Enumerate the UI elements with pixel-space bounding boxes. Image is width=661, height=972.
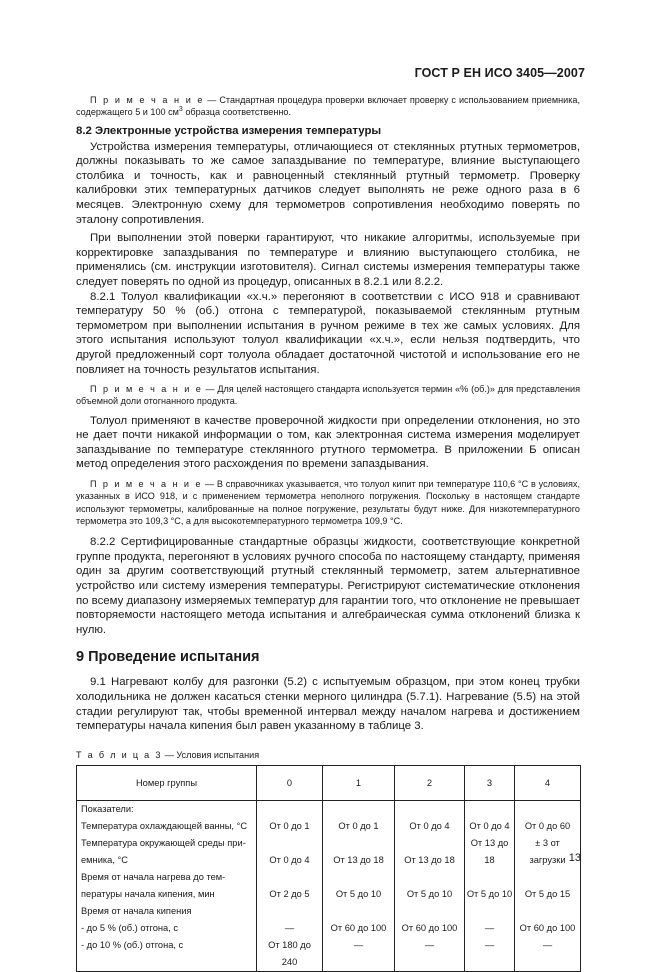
- to-5-value: —: [484, 922, 495, 933]
- paragraph-8-2-1-toluene: 8.2.1 Толуол квалификации «х.ч.» перегоняют в соответствии с ИСО 918 и сравнивают температуру 50 % (об.) отгона с температурой, показываемой стеклянным ртутным термометром при выполнении испытания в ручном режиме в тех же самых условиях. Для этого испытания используют толуол квалификации «х.ч.», если нельзя подтвердить, что другой предложенный сорт толуола обладает достаточной чистотой и использование его не повлияет на точность результатов испытания.: [76, 290, 580, 376]
- group-0-cell: [257, 800, 323, 971]
- note-label: П р и м е ч а н и е: [90, 95, 205, 105]
- group-2-cell: [395, 800, 465, 971]
- section-8-2-heading: 8.2 Электронные устройства измерения температуры: [76, 124, 382, 137]
- to-10-value: —: [424, 939, 435, 950]
- to-5-value: От 60 до 100: [519, 922, 576, 933]
- paragraph-toluene-check: Толуол применяют в качестве проверочной жидкости при определении отклонения, но это не дает почти никакой информации о том, как электронная система измерения моделирует запаздывание по температуре стеклянного ртутного термометра. В приложении Б описан метод определения этого расхождения по времени запаздывания.: [76, 414, 580, 471]
- to-10-value-line2: 240: [281, 956, 298, 967]
- time-ibp-label-line1: Время от начала нагрева до тем-: [81, 871, 226, 882]
- ambient-value-line2: загрузки: [529, 854, 566, 865]
- time-ibp-label-line2: пературы начала кипения, мин: [81, 888, 215, 899]
- to-5-value: От 60 до 100: [330, 922, 387, 933]
- coolant-value: От 0 до 1: [338, 820, 379, 831]
- paragraph-8-2-2: При выполнении этой поверки гарантируют, что никакие алгоритмы, используемые при корректировке запаздывания по температуре и влиянию выступающего столбика, не применялись (см. инструкции изготовителя). Сигнал системы измерения температуры также следует поверять по одной из процедур, описанных в 8.2.1 или 8.2.2.: [76, 232, 580, 288]
- table-3-caption: [76, 750, 580, 760]
- header-group-3: 3: [465, 765, 515, 800]
- ambient-value-line2: 18: [484, 854, 495, 865]
- time-ibp-value: От 5 до 15: [524, 888, 571, 899]
- note-toluene-boiling: [76, 478, 580, 527]
- indicator-labels-cell: [77, 800, 257, 971]
- note-percent-volume: [76, 383, 580, 408]
- indicators-heading: Показатели:: [81, 803, 134, 814]
- time-ibp-value: От 5 до 10: [335, 888, 382, 899]
- section-9-heading: 9 Проведение испытания: [76, 649, 260, 666]
- coolant-label: Температура охлаждающей ванны, °С: [81, 820, 248, 831]
- ambient-value: От 0 до 4: [269, 854, 310, 865]
- paragraph-8-2-1: Устройства измерения температуры, отличающиеся от стеклянных ртутных термометров, должны показывать то же самое запаздывание по температуре, влияние выступающего столбика и точность, как и равноценный стеклянный ртутный термометр. Проверку калибровки этих температурных датчиков следует выполнять не реже одного раза в 6 месяцев. Электронную схему для термометров сопротивления необходимо поверять по эталону сопротивления.: [76, 140, 580, 226]
- header-group-0: 0: [257, 765, 323, 800]
- note-text: — Стандартная процедура проверки включает проверку с использованием приемника, содержащего 5 и 100 см: [76, 95, 580, 118]
- note-text: — Для целей настоящего стандарта используется термин «% (об.)» для представления объемной доли отогнанного продукта.: [76, 384, 580, 407]
- ambient-label-line2: емника, °С: [81, 854, 128, 865]
- table-caption-label: Т а б л и ц а 3: [76, 749, 163, 760]
- page-number: 13: [568, 852, 581, 864]
- ambient-label-line1: Температура окружающей среды при-: [81, 837, 246, 848]
- note-label: П р и м е ч а н и е: [90, 384, 203, 395]
- paragraph-8-2-2-reference: 8.2.2 Сертифицированные стандартные образцы жидкости, соответствующие конкретной группе продукта, перегоняют в условиях ручного способа по настоящему стандарту, применяя один за другим соответствующий ртутный стеклянный термометр, затем альтернативное устройство или систему измерения температуры. Регистрируют систематические отклонения по всему диапазону измеряемых температур для гарантии того, что отклонение не превышает повторяемости настоящего метода испытания и алгебраическая сумма отклонений близка к нулю.: [76, 536, 580, 636]
- time-ibp-value: От 5 до 10: [466, 888, 513, 899]
- ambient-value-line1: От 13 до: [470, 837, 509, 848]
- note-label: П р и м е ч а н и е: [90, 479, 203, 490]
- header-group-2: 2: [395, 765, 465, 800]
- to-10-value: —: [353, 939, 364, 950]
- group-4-cell: [515, 800, 581, 971]
- group-3-cell: [465, 800, 515, 971]
- header-group-1: 1: [323, 765, 395, 800]
- header-group-number: Номер группы: [77, 765, 257, 800]
- to-5-value: От 60 до 100: [401, 922, 458, 933]
- ambient-value: От 13 до 18: [333, 854, 384, 865]
- to-10-value: —: [542, 939, 553, 950]
- table-header-row: [77, 765, 581, 800]
- table-caption-text: — Условия испытания: [162, 749, 260, 760]
- to-10-percent-label: - до 10 % (об.) отгона, с: [81, 939, 184, 950]
- header-group-4: 4: [515, 765, 581, 800]
- note-superscript: 3: [178, 106, 183, 114]
- time-ibp-value: От 2 до 5: [269, 888, 310, 899]
- paragraph-9-1: 9.1 Нагревают колбу для разгонки (5.2) с испытуемым образцом, при этом конец трубки холодильника не должен касаться стенки мерного цилиндра (5.7.1). Нагревание (5.5) на этой стадии регулируют так, чтобы временной интервал между началом нагрева и достижением температуры начала кипения был равен указанному в таблице 3.: [76, 676, 580, 733]
- to-5-percent-label: - до 5 % (об.) отгона, с: [81, 922, 179, 933]
- note-standard-procedure: [76, 94, 580, 119]
- to-10-value-line1: От 180 до: [268, 939, 311, 950]
- coolant-value: От 0 до 4: [409, 820, 450, 831]
- coolant-value: От 0 до 1: [269, 820, 310, 831]
- ambient-value-line1: ± 3 от: [535, 837, 560, 848]
- to-10-value: —: [484, 939, 495, 950]
- note-tail: образца соответственно.: [182, 107, 291, 118]
- table-3-test-conditions: [76, 765, 581, 972]
- page-content: [76, 94, 580, 972]
- note-text: — В справочниках указывается, что толуол кипит при температуре 110,6 °С в условиях, указанных в ИСО 918, и с применением термометра неполного погружения. Поскольку в настоящем стандарте используют термометры, калиброванные на полное погружение, результаты будут ниже. Для низкотемпературного термометра это 109,3 °С, а для высокотемпературного термометра 109,9 °С.: [76, 479, 580, 526]
- time-ibp-value: От 5 до 10: [406, 888, 453, 899]
- time-from-ibp-label: Время от начала кипения: [81, 905, 192, 916]
- to-5-value: —: [284, 922, 295, 933]
- table-body-row: [77, 800, 581, 971]
- standard-designation: ГОСТ Р ЕН ИСО 3405—2007: [414, 66, 585, 80]
- ambient-value: От 13 до 18: [404, 854, 455, 865]
- group-1-cell: [323, 800, 395, 971]
- coolant-value: От 0 до 60: [524, 820, 571, 831]
- coolant-value: От 0 до 4: [469, 820, 510, 831]
